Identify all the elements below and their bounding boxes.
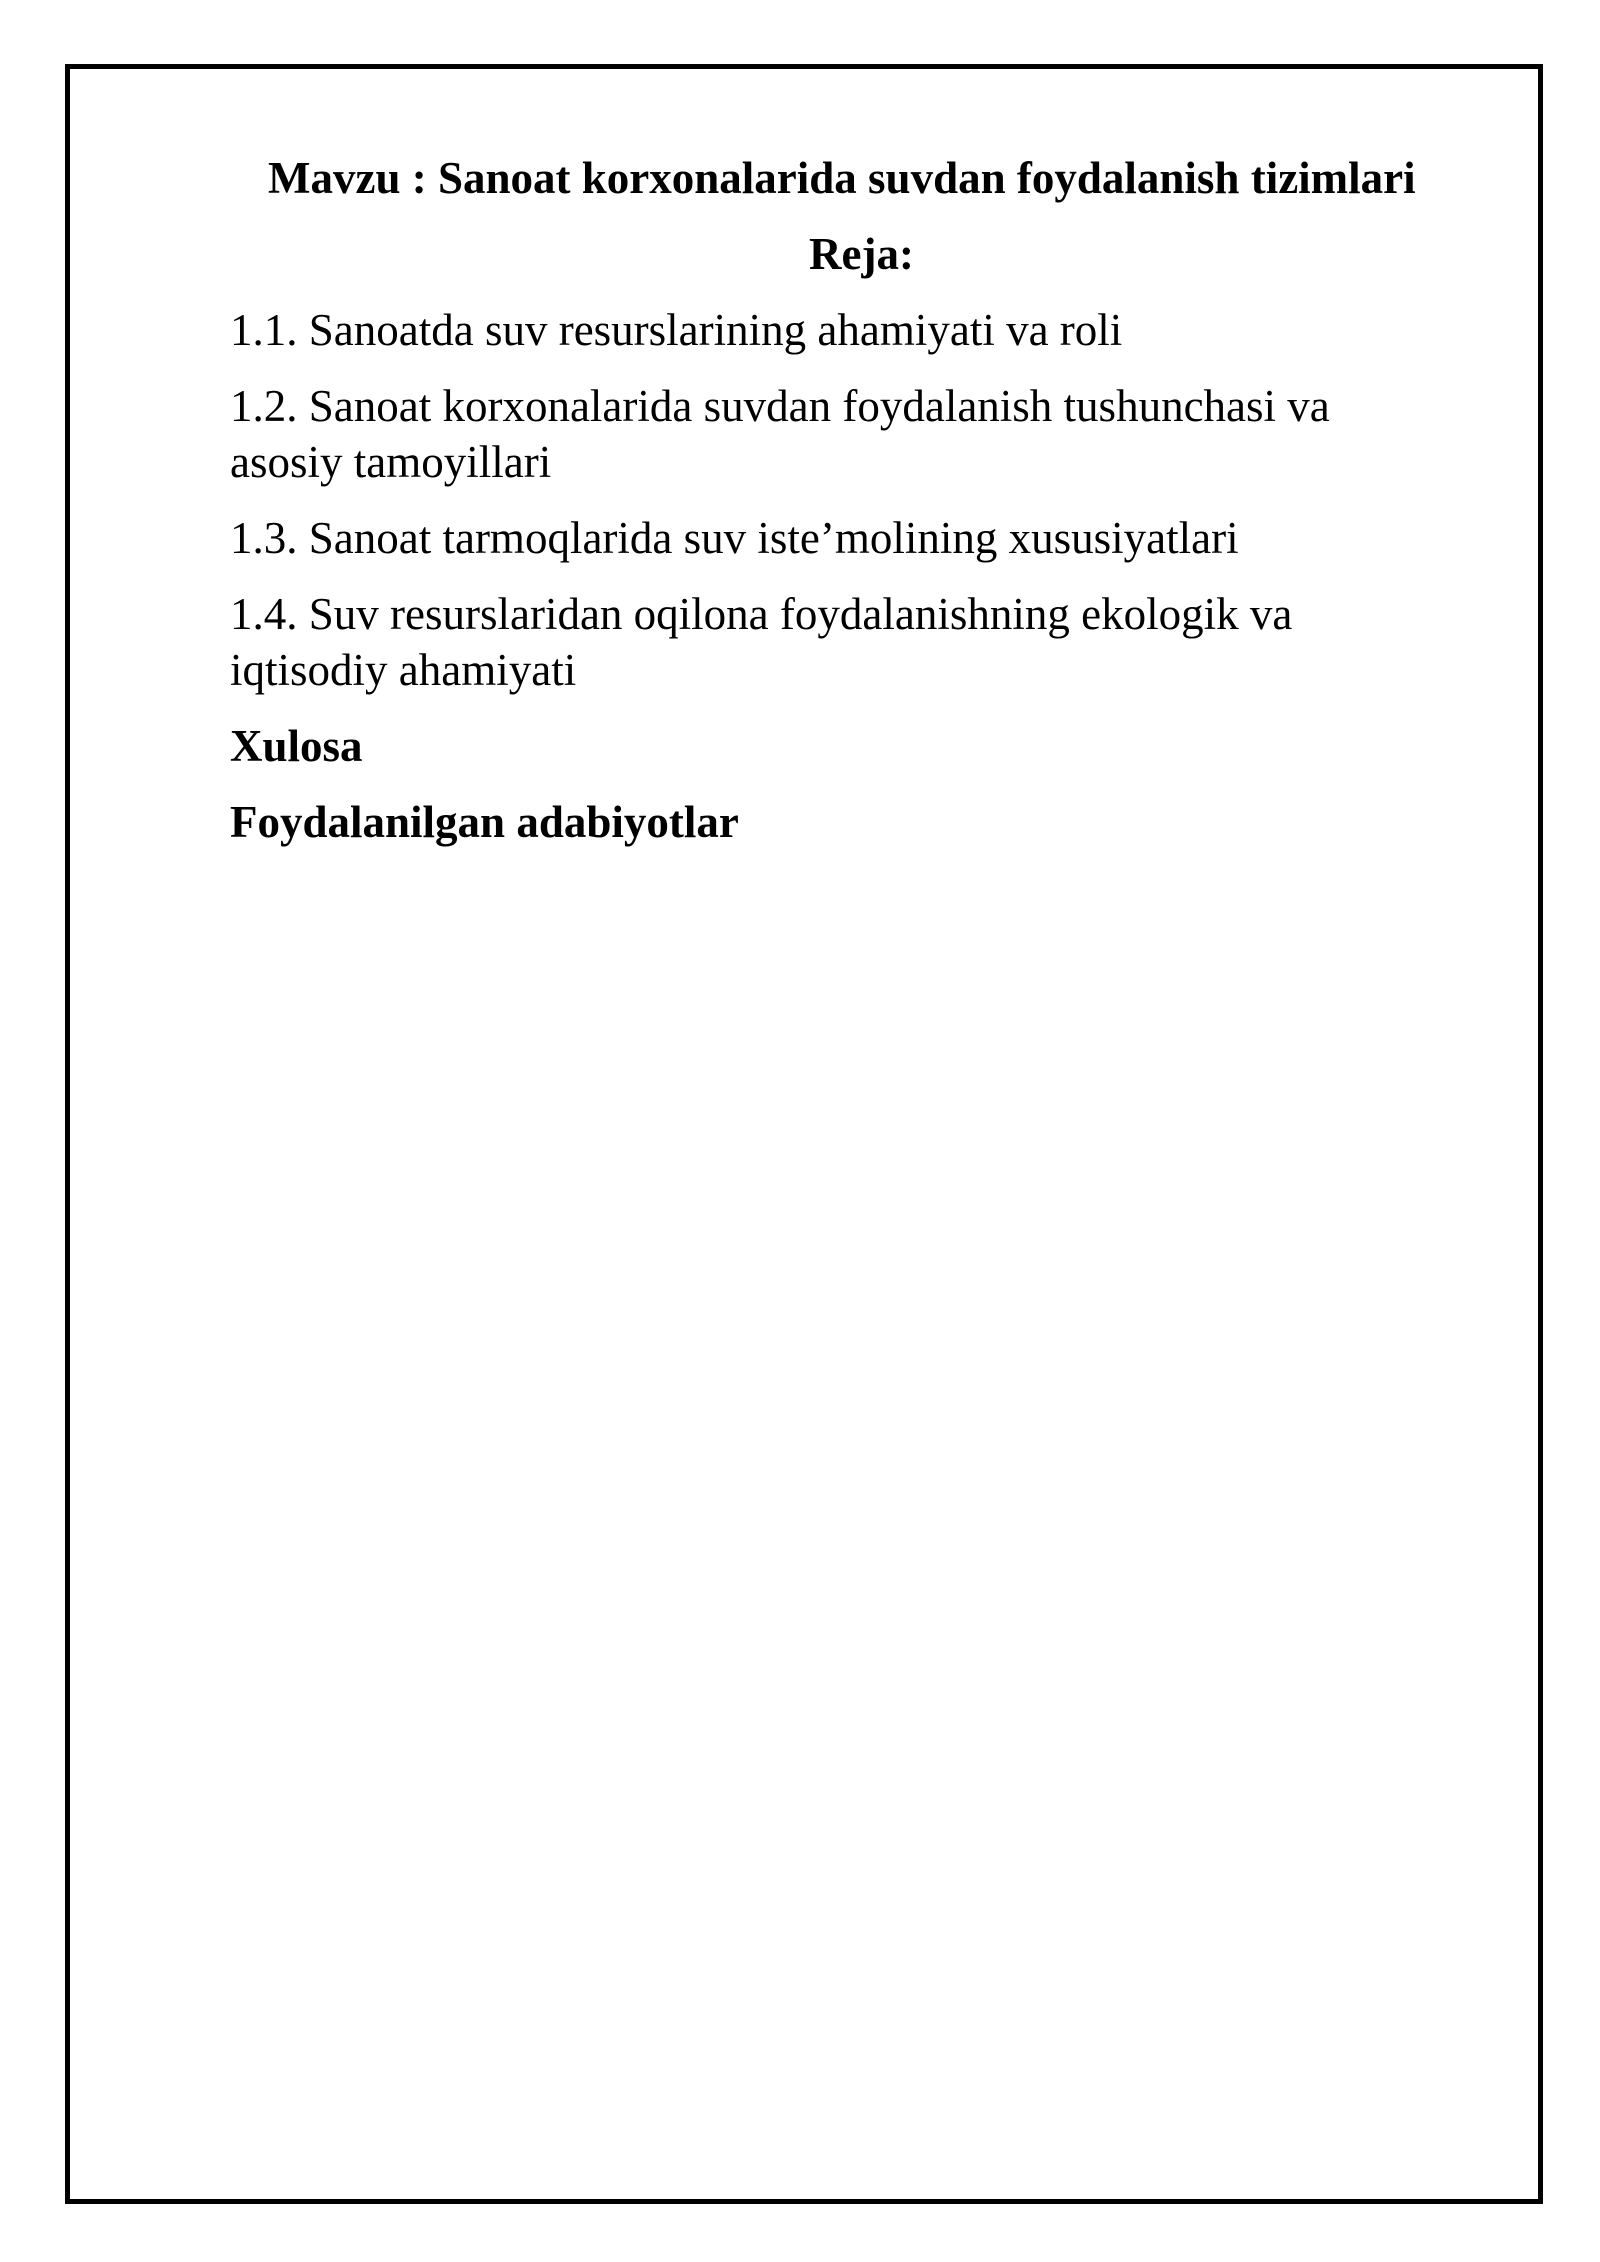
document-title: Mavzu : Sanoat korxonalarida suvdan foydalanish tizimlari: [268, 153, 1416, 203]
plan-heading: Reja:: [809, 229, 914, 279]
plan-item-1-1: 1.1. Sanoatda suv resurslarining ahamiyati va roli: [230, 305, 1123, 355]
references-heading: Foydalanilgan adabiyotlar: [230, 797, 739, 847]
document-content: [230, 150, 1430, 870]
plan-list: [230, 302, 1430, 698]
plan-item-1-4: 1.4. Suv resurslaridan oqilona foydalanishning ekologik va iqtisodiy ahamiyati: [230, 589, 1293, 695]
plan-item-1-2: 1.2. Sanoat korxonalarida suvdan foydalanish tushunchasi va asosiy tamoyillari: [230, 381, 1330, 487]
conclusion-heading: Xulosa: [230, 721, 363, 771]
plan-item-1-3: 1.3. Sanoat tarmoqlarida suv iste’molining xususiyatlari: [230, 513, 1239, 563]
